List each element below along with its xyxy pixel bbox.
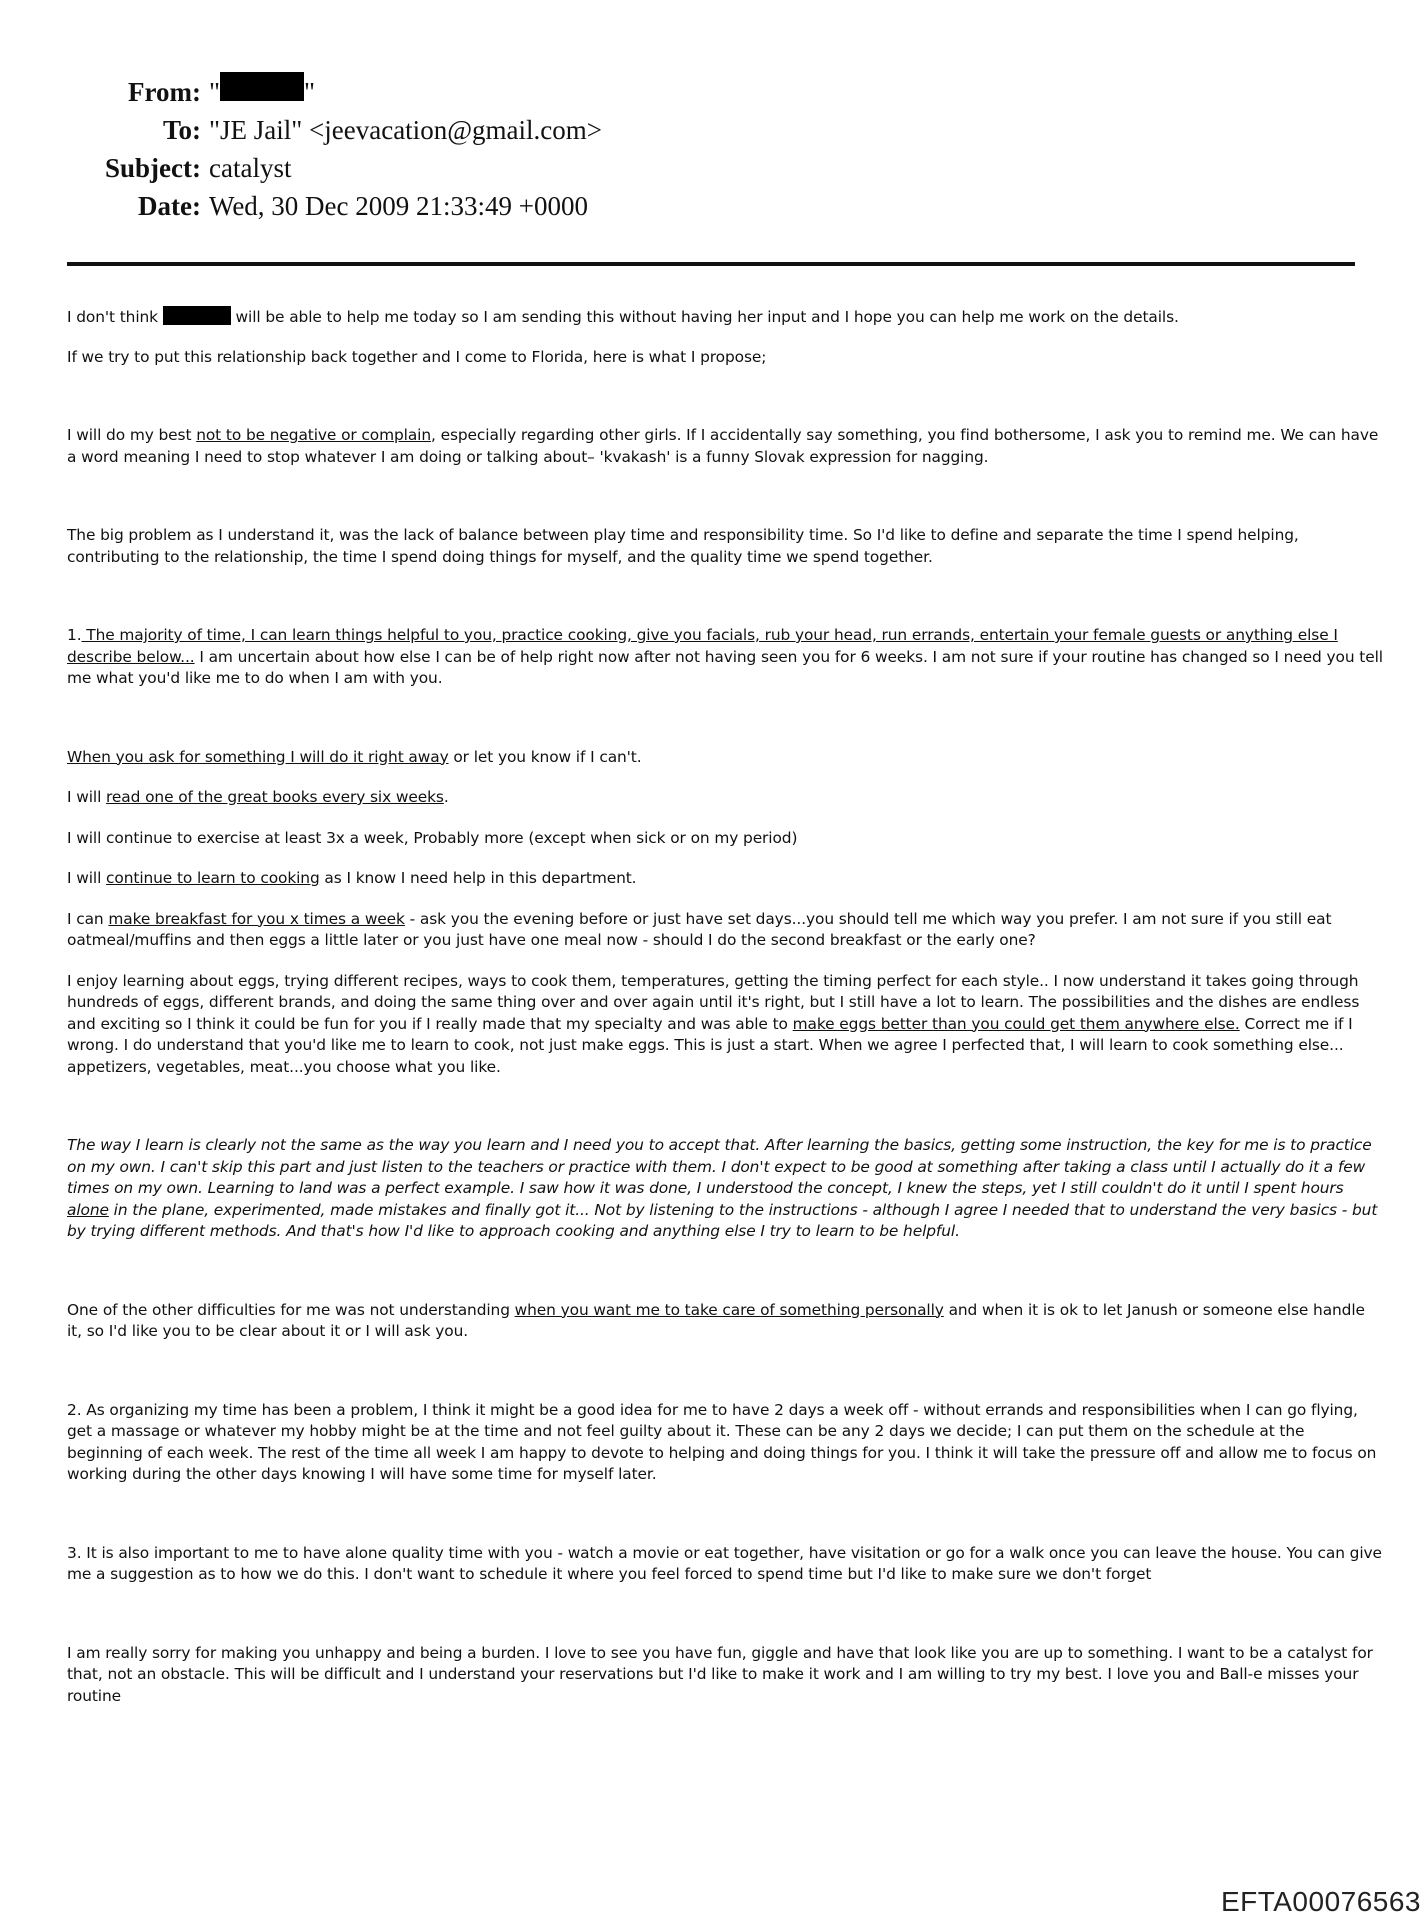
date-value: Wed, 30 Dec 2009 21:33:49 +0000 [209,191,589,221]
subject-row [80,149,980,187]
paragraph-balance: The big problem as I understand it, was the lack of balance between play time and responsibility time. So I'd like to define and separate the time I spend helping, contributing to the relationship, the time I spend doing things for myself, and the quality time we spend together. [67,526,1299,566]
paragraph-intro [67,306,1383,329]
email-body [67,306,1383,1707]
from-close-quote: " [304,77,316,107]
paragraph-learning [67,1135,1383,1243]
paragraph-text: I don't think [67,308,163,326]
paragraph-text: 1. [67,626,82,644]
sender-redaction [220,72,304,101]
paragraph-text: , especially regarding other girls. If I accidentally say something, you find bothersome, I ask you to remind me. We can have a word meaning I need to stop whatever I am doing or talking about– 'kvakash' is a funny Slovak expression for nagging. [67,426,1379,466]
paragraph-text: will be able to help me today so I am sending this without having her input and I hope you can help me work on the details. [230,308,1179,326]
paragraph-point-1 [67,625,1383,690]
paragraph-breakfast [67,909,1383,952]
from-label: From: [128,77,201,107]
paragraph-books [67,787,1383,809]
paragraph-text: I will [67,788,107,806]
date-row [80,187,980,225]
paragraph-text: One of the other difficulties for me was not understanding [67,1300,515,1319]
paragraph-text: and when it is ok to let Janush or someone else handle it, so I'd like you to be clear about it or I will ask you. [67,1300,1365,1340]
paragraph-text: I enjoy learning about eggs, trying different recipes, ways to cook them, temperatures, getting the timing perfect for each style.. I now understand it takes going through hundreds of eggs, different brands, and doing the same thing over and over again until it's right, but I still have a lot to learn. The possibilities and the dishes are endless and exciting so I think it could be fun for you if I really made that my specialty and was able to [67,971,1360,1033]
paragraph-proposal-intro: If we try to put this relationship back together and I come to Florida, here is what I propose; [67,347,767,366]
to-label: To: [162,115,201,145]
paragraph-ask [67,747,1383,769]
name-redaction [163,306,231,325]
underlined-text: not to be negative or complain [196,426,431,444]
underlined-text: When you ask for something I will do it right away [67,747,449,766]
underlined-text: make eggs better than you could get them anywhere else. [792,1014,1240,1033]
underlined-text: alone [67,1200,109,1219]
paragraph-exercise: I will continue to exercise at least 3x a week, Probably more (except when sick or on my period) [67,828,798,847]
paragraph-text: The way I learn is clearly not the same as the way you learn and I need you to accept that. After learning the basics, getting some instruction, the key for me is to practice on my own. I can't skip this part and just listen to the teachers or practice with them. I don't expect to be good at something after taking a class until I actually do it a few times on my own. Learning to land was a perfect example. I saw how it was done, I understood the concept, I knew the steps, yet I still couldn't do it until I spent hours [67,1136,1372,1197]
document-id: EFTA00076563 [1220,1886,1421,1917]
underlined-text: The majority of time, I can learn things helpful to you, practice cooking, give you facials, rub your head, run errands, entertain your female guests or anything else I describe below... [67,626,1338,666]
paragraph-text: . [443,788,449,806]
paragraph-text: I am uncertain about how else I can be of help right now after not having seen you for 6 weeks. I am not sure if your routine has changed so I need you tell me what you'd like me to do when I am with you. [67,647,1383,687]
paragraph-point-2: 2. As organizing my time has been a problem, I think it might be a good idea for me to have 2 days a week off - without errands and responsibilities when I can go flying, get a massage or whatever my hobby might be at the time and not feel guilty about it. These can be any 2 days we decide; I can put them on the schedule at the beginning of each week. The rest of the time all week I am happy to devote to helping and doing things for you. I think it will take the pressure off and allow me to focus on working during the other days knowing I will have some time for myself later. [67,1400,1377,1483]
paragraph-point-3: 3. It is also important to me to have alone quality time with you - watch a movie or eat together, have visitation or go for a walk once you can leave the house. You can give me a suggestion as to how we do this. I don't want to schedule it where you feel forced to spend time but I'd like to make sure we don't forget [67,1543,1382,1583]
paragraph-text: in the plane, experimented, made mistakes and finally got it... Not by listening to the instructions - although I agree I needed that to understand the very basics - but by trying different methods. And that's how I'd like to approach cooking and anything else I try to learn to be helpful. [67,1200,1378,1240]
to-row [80,111,980,149]
to-value: "JE Jail" <jeevacation@gmail.com> [209,115,603,145]
paragraph-negativity [67,425,1383,468]
paragraph-text: I can [67,909,109,928]
header-divider [67,262,1355,266]
paragraph-text: I will [67,869,107,887]
underlined-text: when you want me to take care of something personally [514,1300,944,1319]
subject-label: Subject: [105,153,201,183]
underlined-text: make breakfast for you x times a week [108,909,405,928]
underlined-text: continue to learn to cooking [106,869,320,887]
paragraph-text: I will do my best [67,426,197,444]
from-open-quote: " [209,77,221,107]
from-row [80,72,980,111]
paragraph-closing: I am really sorry for making you unhappy and being a burden. I love to see you have fun, giggle and have that look like you are up to something. I want to be a catalyst for that, not an obstacle. This will be difficult and I understand your reservations but I'd like to make it work and I am willing to try my best. I love you and Ball-e misses your routine [67,1643,1373,1705]
paragraph-eggs [67,971,1383,1079]
paragraph-text: as I know I need help in this department. [319,869,637,887]
email-header [80,72,980,225]
paragraph-text: Correct me if I wrong. I do understand that you'd like me to learn to cook, not just make eggs. This is just a start. When we agree I perfected that, I will learn to cook something else... appetizers, vegetables, meat...you choose what you like. [67,1014,1353,1076]
underlined-text: read one of the great books every six weeks [106,788,444,806]
paragraph-difficulties [67,1300,1383,1343]
paragraph-cooking [67,868,1383,890]
date-label: Date: [138,191,201,221]
paragraph-text: - ask you the evening before or just have set days...you should tell me which way you prefer. I am not sure if you still eat oatmeal/muffins and then eggs a little later or you just have one meal now - should I do the second breakfast or the early one? [67,909,1332,949]
subject-value: catalyst [209,153,292,183]
paragraph-text: or let you know if I can't. [448,747,642,766]
